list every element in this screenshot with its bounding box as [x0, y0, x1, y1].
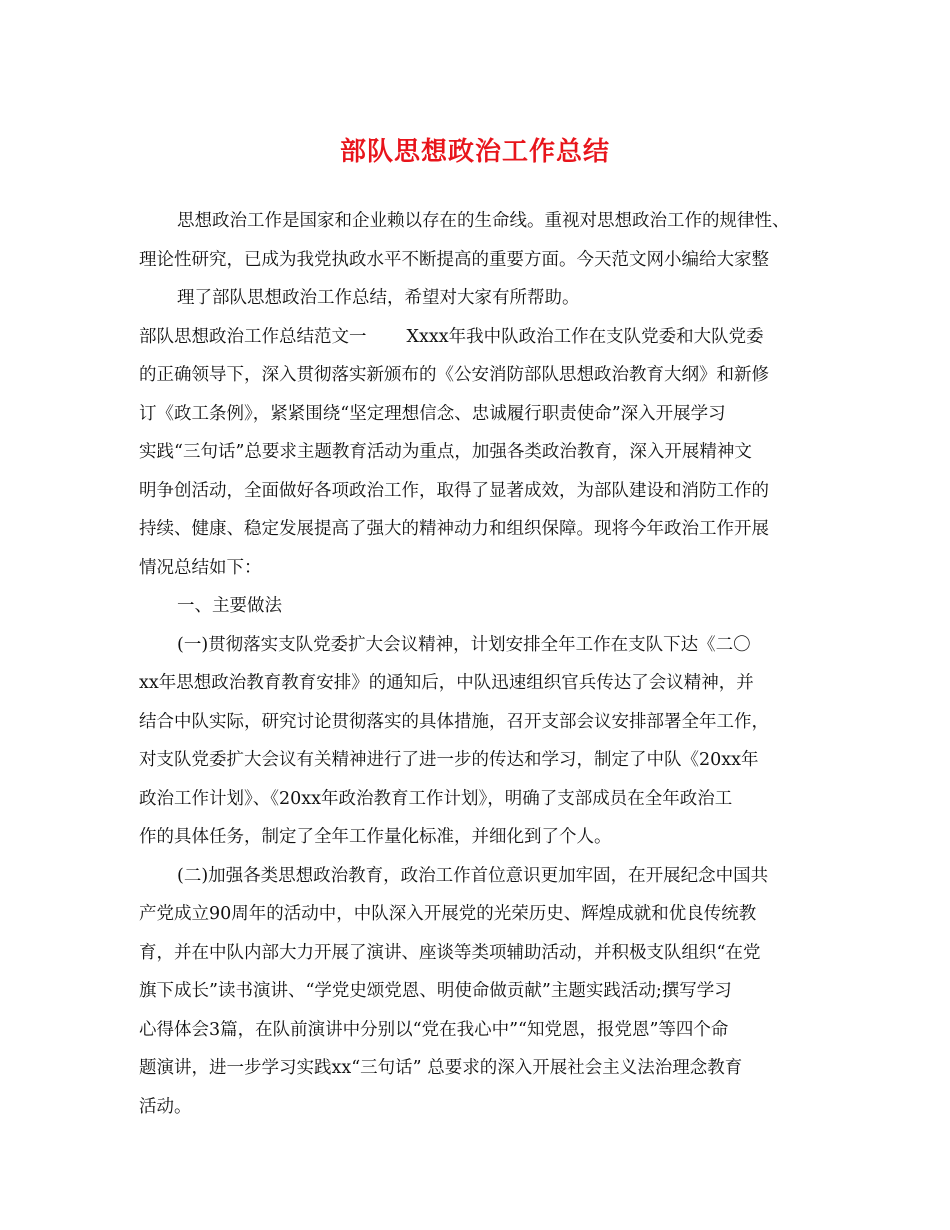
document-title: 部队思想政治工作总结 — [339, 137, 610, 167]
sample-line: 持续、健康、稳定发展提高了强大的精神动力和组织保障。现将今年政治工作开展 — [139, 519, 769, 539]
paragraph-2-line: 产党成立90周年的活动中，中队深入开展党的光荣历史、辉煌成就和优良传统教 — [139, 904, 757, 924]
sample-first-line — [139, 318, 833, 357]
section-heading: 一、主要做法 — [177, 596, 282, 616]
sample-line: 订《政工条例》，紧紧围绕“坚定理想信念、忠诚履行职责使命”深入开展学习 — [139, 403, 726, 424]
paragraph-1-line: (一)贯彻落实支队党委扩大会议精神，计划安排全年工作在支队下达《二〇 — [177, 634, 751, 655]
document-body — [139, 202, 833, 1126]
paragraph-2-line: 活动。 — [139, 1096, 192, 1117]
paragraph-2-line: 心得体会3篇，在队前演讲中分别以“党在我心中”“知党恩，报党恩”等四个命 — [139, 1019, 729, 1040]
sample-line: 实践“三句话”总要求主题教育活动为重点，加强各类政治教育，深入开展精神文 — [139, 442, 752, 462]
paragraph-1-line: 政治工作计划》、《20xx年政治教育工作计划》，明确了支部成员在全年政治工 — [139, 788, 733, 809]
paragraph-1-line: 作的具体任务，制定了全年工作量化标准，并细化到了个人。 — [139, 827, 612, 847]
intro-line: 理了部队思想政治工作总结，希望对大家有所帮助。 — [177, 288, 580, 308]
paragraph-2-line: 题演讲，进一步学习实践xx“三句话” 总要求的深入开展社会主义法治理念教育 — [139, 1058, 743, 1078]
paragraph-1-line: xx年思想政治教育教育安排》的通知后，中队迅速组织官兵传达了会议精神，并 — [139, 673, 754, 693]
paragraph-2-line: 旗下成长”读书演讲、“学党史颂党恩、明使命做贡献”主题实践活动;撰写学习 — [139, 981, 732, 1001]
intro-line: 思想政治工作是国家和企业赖以存在的生命线。重视对思想政治工作的规律性、 — [177, 211, 790, 231]
paragraph-1-line: 对支队党委扩大会议有关精神进行了进一步的传达和学习，制定了中队《20xx年 — [139, 750, 759, 770]
sample-line: 情况总结如下： — [139, 557, 262, 578]
paragraph-1-line: 结合中队实际，研究讨论贯彻落实的具体措施，召开支部会议安排部署全年工作， — [139, 711, 769, 732]
sample-heading: 部队思想政治工作总结范文一 — [139, 326, 367, 347]
paragraph-2-line: (二)加强各类思想政治教育，政治工作首位意识更加牢固，在开展纪念中国共 — [177, 865, 769, 886]
intro-line: 理论性研究，已成为我党执政水平不断提高的重要方面。今天范文网小编给大家整 — [139, 249, 769, 270]
sample-line: 的正确领导下，深入贯彻落实新颁布的《公安消防部队思想政治教育大纲》和新修 — [139, 365, 769, 385]
sample-line: 明争创活动，全面做好各项政治工作，取得了显著成效，为部队建设和消防工作的 — [139, 480, 769, 501]
paragraph-2-line: 育，并在中队内部大力开展了演讲、座谈等类项辅助活动，并积极支队组织“在党 — [139, 942, 761, 963]
sample-line: Xxxx年我中队政治工作在支队党委和大队党委 — [406, 326, 764, 347]
